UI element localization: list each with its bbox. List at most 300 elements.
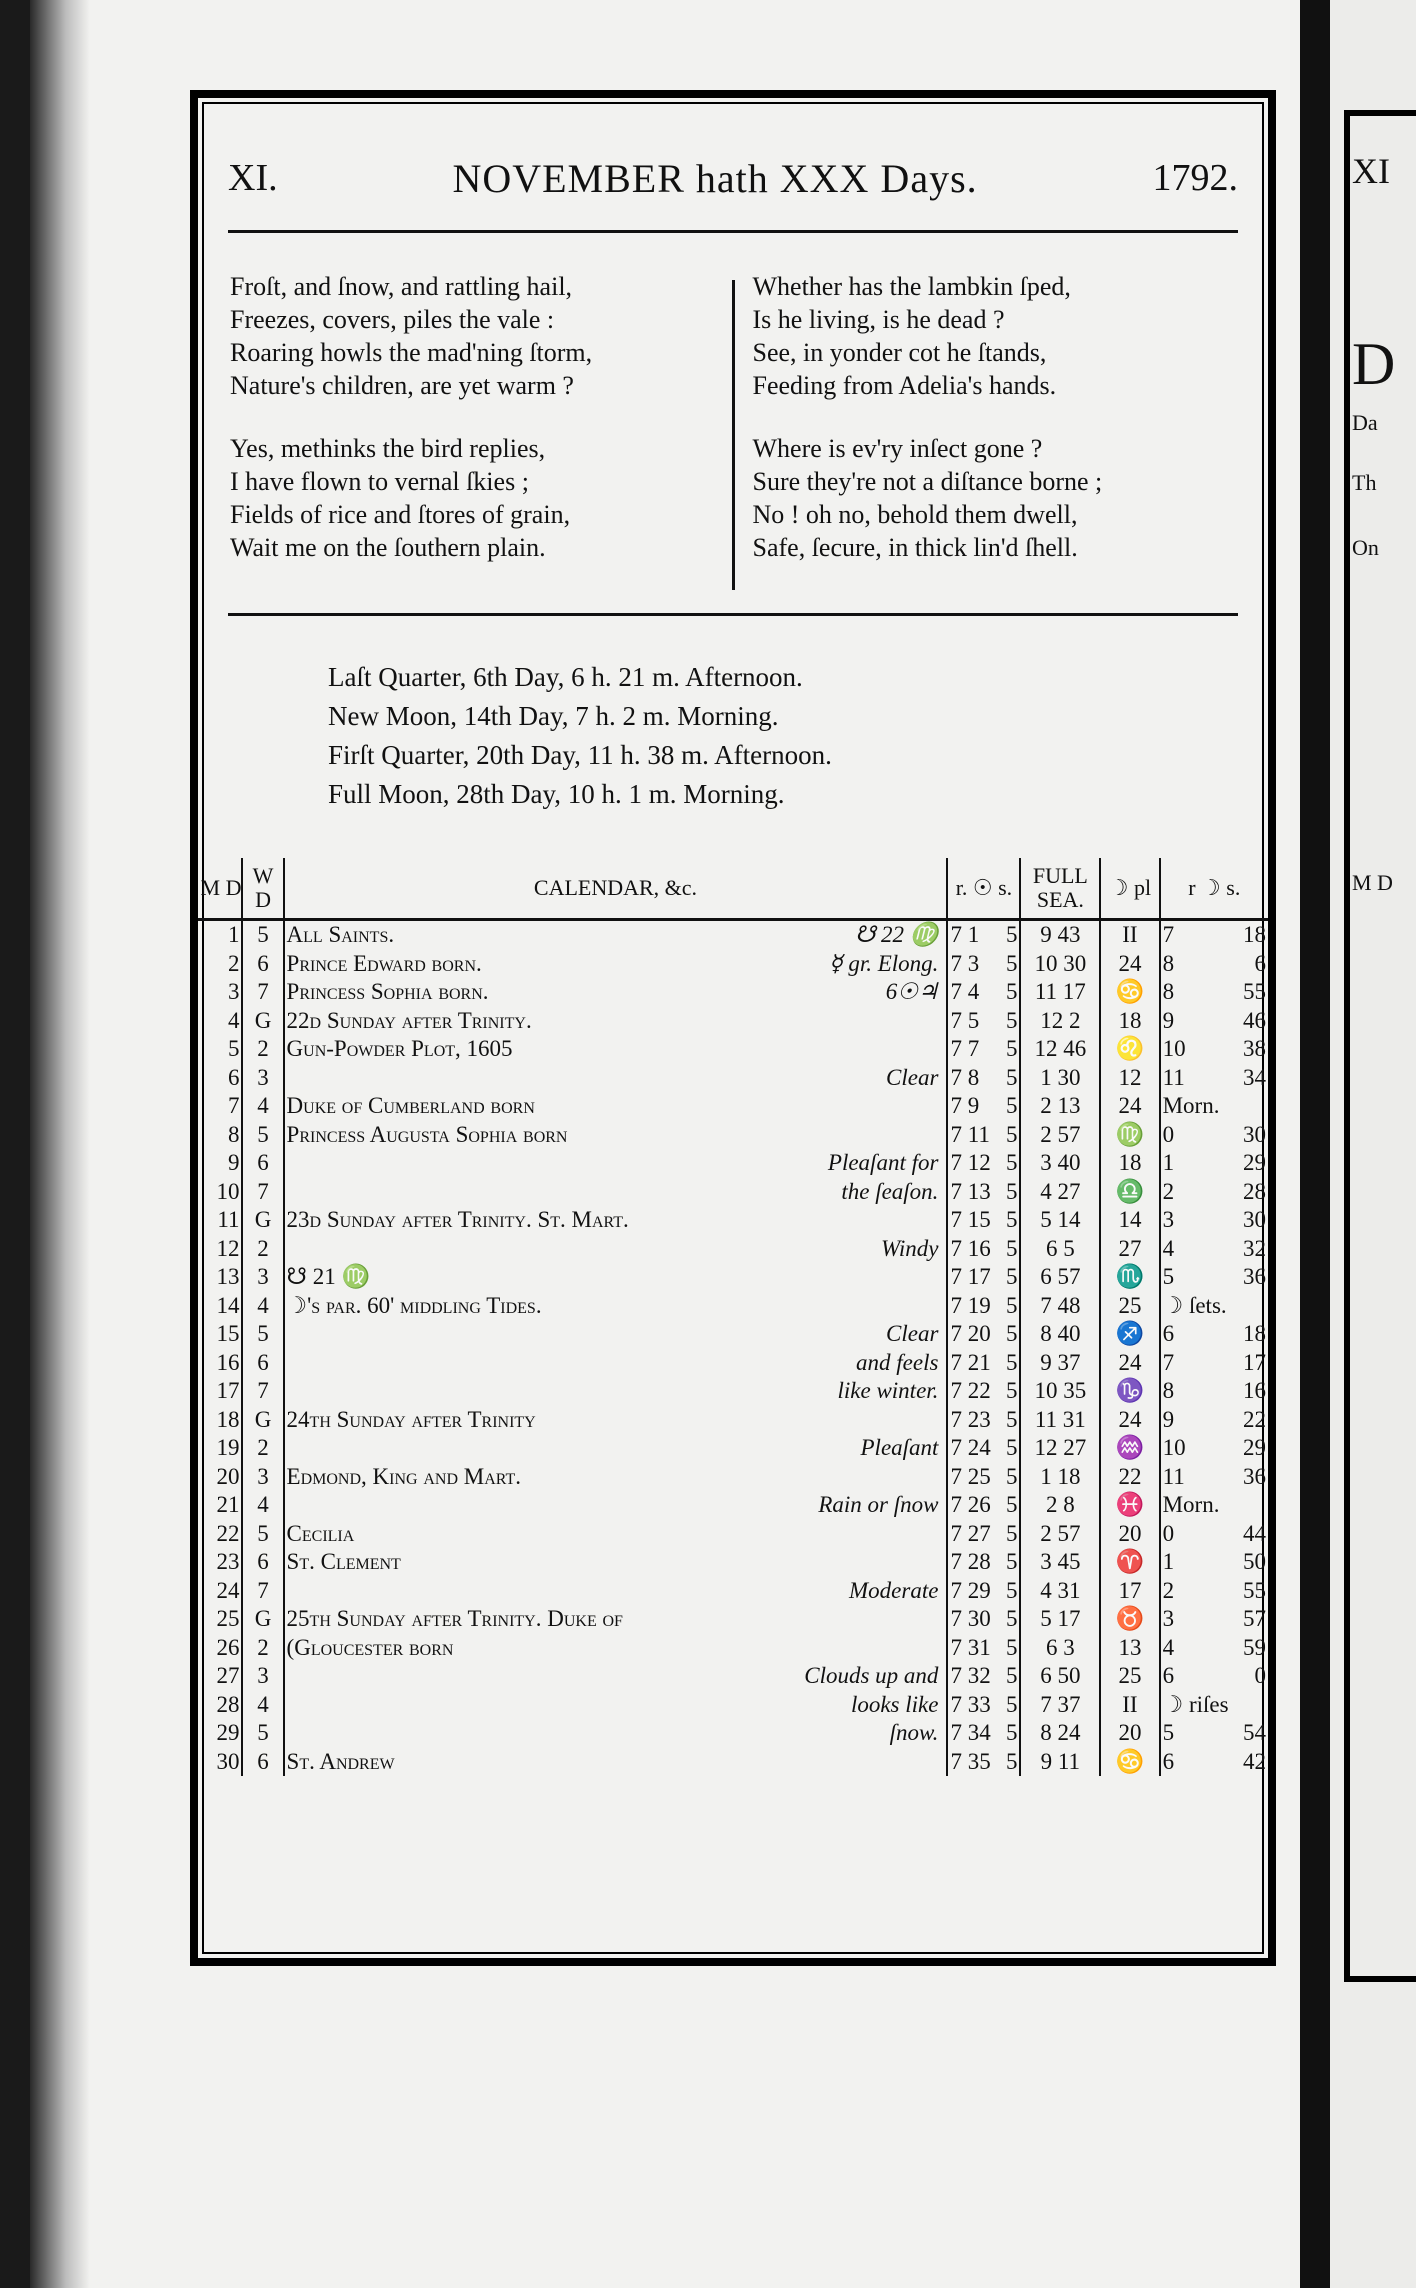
month-day: 26 <box>198 1634 242 1663</box>
week-day: 7 <box>242 1577 283 1606</box>
moon-times <box>1160 1605 1268 1634</box>
sun-set: 5 <box>1005 1748 1018 1774</box>
poem-line: Feeding from Adelia's hands. <box>752 371 1057 400</box>
calendar-row <box>198 1548 1268 1577</box>
book-gutter <box>1300 0 1330 2288</box>
month-day: 4 <box>198 1007 242 1036</box>
moon-times <box>1160 1064 1268 1093</box>
calendar-row <box>198 1349 1268 1378</box>
moon-set: 36 <box>1243 1463 1266 1489</box>
week-day: 6 <box>242 1748 283 1777</box>
moon-times <box>1160 1206 1268 1235</box>
moon-times <box>1160 1178 1268 1207</box>
month-day: 13 <box>198 1263 242 1292</box>
calendar-row <box>198 1320 1268 1349</box>
sun-rise: 7 13 <box>950 1178 991 1204</box>
full-sea: 3 40 <box>1020 1149 1100 1178</box>
week-day: 4 <box>242 1691 283 1720</box>
sun-times <box>947 1662 1020 1691</box>
sun-rise: 7 28 <box>950 1549 991 1575</box>
moon-rise: 9 <box>1162 1406 1175 1432</box>
sun-times <box>947 1548 1020 1577</box>
moon-times <box>1160 1149 1268 1178</box>
calendar-row <box>198 920 1268 950</box>
moon-set: 54 <box>1243 1720 1266 1746</box>
moon-rise: 5 <box>1162 1264 1175 1290</box>
poem-line: Fields of rice and ſtores of grain, <box>230 500 571 529</box>
right-page-fragment: M D <box>1352 870 1393 895</box>
calendar-entry <box>284 1007 948 1036</box>
moon-place: 24 <box>1100 1092 1159 1121</box>
moon-phase-line: New Moon, 14th Day, 7 h. 2 m. Morning. <box>328 701 779 731</box>
moon-rise: 10 <box>1162 1036 1186 1062</box>
moon-place: ♐ <box>1100 1320 1159 1349</box>
calendar-entry <box>284 1349 948 1378</box>
moon-times <box>1160 1377 1268 1406</box>
sun-set: 5 <box>1005 922 1018 948</box>
moon-rise: 2 <box>1162 1577 1175 1603</box>
week-day: 5 <box>242 1520 283 1549</box>
moon-place: ♍ <box>1100 1121 1159 1150</box>
week-day: G <box>242 1406 283 1435</box>
sun-rise: 7 20 <box>950 1321 991 1347</box>
calendar-row <box>198 1463 1268 1492</box>
month-day: 28 <box>198 1691 242 1720</box>
calendar-entry <box>284 920 948 950</box>
event-text: 22d Sunday after Trinity. <box>286 1007 532 1033</box>
right-page-fragment: On <box>1352 535 1379 560</box>
month-day: 7 <box>198 1092 242 1121</box>
month-day: 6 <box>198 1064 242 1093</box>
calendar-row <box>198 1263 1268 1292</box>
full-sea: 8 24 <box>1020 1719 1100 1748</box>
sun-set: 5 <box>1005 1634 1018 1660</box>
moon-rise: 4 <box>1162 1235 1175 1261</box>
right-page-fragment: D <box>1352 331 1396 397</box>
month-day: 20 <box>198 1463 242 1492</box>
moon-set: 30 <box>1243 1121 1266 1147</box>
calendar-row <box>198 1206 1268 1235</box>
poem-line: I have flown to vernal ſkies ; <box>230 467 529 496</box>
moon-set: 32 <box>1243 1235 1266 1261</box>
sun-set: 5 <box>1005 1064 1018 1090</box>
event-text: 24th Sunday after Trinity <box>286 1406 536 1432</box>
week-day: 6 <box>242 1149 283 1178</box>
moon-set: 22 <box>1243 1406 1266 1432</box>
sun-rise: 7 24 <box>950 1435 991 1461</box>
moon-place: ♑ <box>1100 1377 1159 1406</box>
event-text: Prince Edward born. <box>286 950 482 976</box>
poem-line: Yes, methinks the bird replies, <box>230 434 546 463</box>
event-text: 23d Sunday after Trinity. St. Mart. <box>286 1207 629 1233</box>
sun-times <box>947 1149 1020 1178</box>
sun-times <box>947 1320 1020 1349</box>
weather-note: Pleaſant <box>860 1435 939 1461</box>
moon-rise: 7 <box>1162 922 1175 948</box>
month-day: 30 <box>198 1748 242 1777</box>
calendar-entry <box>284 1463 948 1492</box>
full-sea: 9 37 <box>1020 1349 1100 1378</box>
event-text: Duke of Cumberland born <box>286 1093 535 1119</box>
calendar-entry <box>284 1149 948 1178</box>
calendar-entry <box>284 1748 948 1777</box>
sun-set: 5 <box>1005 1178 1018 1204</box>
sun-rise: 7 27 <box>950 1520 991 1546</box>
event-text: (Glouceſter born <box>286 1634 454 1660</box>
moon-rise: 2 <box>1162 1178 1175 1204</box>
sun-set: 5 <box>1005 979 1018 1005</box>
poem-line: Roaring howls the mad'ning ſtorm, <box>230 338 593 367</box>
calendar-header-row <box>198 858 1268 920</box>
sun-set: 5 <box>1005 1378 1018 1404</box>
weather-note <box>938 1520 944 1548</box>
month-day: 11 <box>198 1206 242 1235</box>
calendar-entry <box>284 1035 948 1064</box>
calendar-row <box>198 1691 1268 1720</box>
moon-place: 25 <box>1100 1292 1159 1321</box>
calendar-row <box>198 1662 1268 1691</box>
poem-line: Whether has the lambkin ſped, <box>752 272 1071 301</box>
col-header-full-sea: FULL SEA. <box>1020 858 1100 920</box>
moon-place: ♋ <box>1100 1748 1159 1777</box>
moon-rise: 6 <box>1162 1748 1175 1774</box>
stanza <box>753 432 1237 564</box>
weather-note: 6☉♃ <box>885 979 939 1005</box>
moon-set: 46 <box>1243 1007 1266 1033</box>
month-day: 25 <box>198 1605 242 1634</box>
sun-set: 5 <box>1005 1121 1018 1147</box>
sun-rise: 7 29 <box>950 1577 991 1603</box>
full-sea: 6 3 <box>1020 1634 1100 1663</box>
event-text: Princeſs Sophia born. <box>286 979 489 1005</box>
sun-set: 5 <box>1005 1207 1018 1233</box>
moon-place: ♓ <box>1100 1491 1159 1520</box>
weather-note <box>938 1748 944 1776</box>
moon-set: 18 <box>1243 922 1266 948</box>
moon-place: 25 <box>1100 1662 1159 1691</box>
calendar-row <box>198 1121 1268 1150</box>
stanza <box>753 270 1237 402</box>
calendar-row <box>198 1605 1268 1634</box>
month-day: 29 <box>198 1719 242 1748</box>
calendar <box>198 858 1268 1946</box>
sun-set: 5 <box>1005 1492 1018 1518</box>
full-sea: 7 48 <box>1020 1292 1100 1321</box>
calendar-row <box>198 1406 1268 1435</box>
weather-note <box>938 1605 944 1633</box>
poem-left-column <box>218 270 726 600</box>
week-day: G <box>242 1605 283 1634</box>
weather-note: Clouds up and <box>804 1663 939 1689</box>
weather-note <box>938 1035 944 1063</box>
week-day: 3 <box>242 1463 283 1492</box>
moon-place: ♈ <box>1100 1548 1159 1577</box>
poem-line: Froſt, and ſnow, and rattling hail, <box>230 272 573 301</box>
sun-times <box>947 1064 1020 1093</box>
poem-line: Wait me on the ſouthern plain. <box>230 533 546 562</box>
poem-rule <box>228 613 1238 616</box>
sun-rise: 7 31 <box>950 1634 991 1660</box>
sun-times <box>947 1092 1020 1121</box>
moon-times <box>1160 1007 1268 1036</box>
moon-times <box>1160 1434 1268 1463</box>
calendar-entry <box>284 1662 948 1691</box>
calendar-row <box>198 1377 1268 1406</box>
moon-times <box>1160 1748 1268 1777</box>
poem-line: Where is ev'ry inſect gone ? <box>752 434 1043 463</box>
left-page <box>30 0 1300 2288</box>
moon-times <box>1160 1691 1268 1720</box>
sun-times <box>947 1634 1020 1663</box>
week-day: 4 <box>242 1092 283 1121</box>
col-header-calendar: CALENDAR, &c. <box>284 858 948 920</box>
calendar-row <box>198 1434 1268 1463</box>
full-sea: 2 57 <box>1020 1520 1100 1549</box>
year: 1792. <box>1152 157 1238 199</box>
sun-rise: 7 8 <box>950 1064 980 1090</box>
moon-set: 34 <box>1243 1064 1266 1090</box>
moon-set: 44 <box>1243 1520 1266 1546</box>
calendar-row <box>198 1520 1268 1549</box>
full-sea: 11 17 <box>1020 978 1100 1007</box>
week-day: 5 <box>242 1121 283 1150</box>
moon-place: 22 <box>1100 1463 1159 1492</box>
month-day: 3 <box>198 978 242 1007</box>
month-day: 1 <box>198 920 242 950</box>
month-day: 27 <box>198 1662 242 1691</box>
weather-note: Moderate <box>849 1577 939 1603</box>
weather-note: Windy <box>880 1235 939 1261</box>
poem-right-column <box>741 270 1249 600</box>
stanza <box>230 432 714 564</box>
poem-line: No ! oh no, behold them dwell, <box>752 500 1078 529</box>
moon-place: 17 <box>1100 1577 1159 1606</box>
week-day: 3 <box>242 1263 283 1292</box>
calendar-entry <box>284 1605 948 1634</box>
sun-set: 5 <box>1005 1264 1018 1290</box>
sun-rise: 7 19 <box>950 1292 991 1318</box>
right-page-edge <box>1330 0 1416 2288</box>
moon-phases <box>328 658 1188 814</box>
full-sea: 4 31 <box>1020 1577 1100 1606</box>
calendar-row <box>198 1719 1268 1748</box>
week-day: G <box>242 1206 283 1235</box>
calendar-entry <box>284 1577 948 1606</box>
weather-note: Rain or ſnow <box>818 1492 939 1518</box>
moon-rise: 3 <box>1162 1207 1175 1233</box>
poem-line: Safe, ſecure, in thick lin'd ſhell. <box>752 533 1078 562</box>
month-day: 21 <box>198 1491 242 1520</box>
full-sea: 10 30 <box>1020 950 1100 979</box>
moon-place: 24 <box>1100 950 1159 979</box>
full-sea: 12 27 <box>1020 1434 1100 1463</box>
weather-note: and feels <box>856 1349 939 1375</box>
sun-times <box>947 1206 1020 1235</box>
moon-times <box>1160 1092 1268 1121</box>
moon-times <box>1160 1662 1268 1691</box>
moon-place: ♌ <box>1100 1035 1159 1064</box>
weather-note: ſnow. <box>889 1720 939 1746</box>
full-sea: 2 57 <box>1020 1121 1100 1150</box>
sun-times <box>947 1178 1020 1207</box>
sun-times <box>947 1463 1020 1492</box>
month-day: 10 <box>198 1178 242 1207</box>
sun-times <box>947 1520 1020 1549</box>
week-day: G <box>242 1007 283 1036</box>
moon-rise: 1 <box>1162 1150 1175 1176</box>
calendar-entry <box>284 1719 948 1748</box>
week-day: 2 <box>242 1235 283 1264</box>
weather-note <box>938 1092 944 1120</box>
calendar-entry <box>284 1691 948 1720</box>
sun-set: 5 <box>1005 1406 1018 1432</box>
sun-times <box>947 1691 1020 1720</box>
moon-times <box>1160 1520 1268 1549</box>
week-day: 2 <box>242 1634 283 1663</box>
moon-place: 18 <box>1100 1007 1159 1036</box>
full-sea: 5 17 <box>1020 1605 1100 1634</box>
event-text: ☽'s par. 60' middling Tides. <box>286 1292 542 1318</box>
month-day: 2 <box>198 950 242 979</box>
moon-set: 16 <box>1243 1378 1266 1404</box>
sun-set: 5 <box>1005 1007 1018 1033</box>
full-sea: 9 43 <box>1020 920 1100 950</box>
sun-rise: 7 32 <box>950 1663 991 1689</box>
sun-set: 5 <box>1005 1520 1018 1546</box>
moon-times <box>1160 1035 1268 1064</box>
sun-rise: 7 23 <box>950 1406 991 1432</box>
sun-set: 5 <box>1005 1463 1018 1489</box>
weather-note <box>938 1263 944 1291</box>
moon-times <box>1160 1577 1268 1606</box>
calendar-entry <box>284 950 948 979</box>
month-day: 23 <box>198 1548 242 1577</box>
weather-note <box>938 1206 944 1234</box>
month-day: 22 <box>198 1520 242 1549</box>
sun-times <box>947 1007 1020 1036</box>
moon-times <box>1160 1491 1268 1520</box>
sun-rise: 7 25 <box>950 1463 991 1489</box>
full-sea: 2 13 <box>1020 1092 1100 1121</box>
month-day: 17 <box>198 1377 242 1406</box>
week-day: 7 <box>242 1178 283 1207</box>
calendar-row <box>198 1577 1268 1606</box>
full-sea: 1 30 <box>1020 1064 1100 1093</box>
calendar-row <box>198 1634 1268 1663</box>
calendar-entry <box>284 1491 948 1520</box>
full-sea: 10 35 <box>1020 1377 1100 1406</box>
week-day: 4 <box>242 1491 283 1520</box>
moon-rise: 1 <box>1162 1549 1175 1575</box>
moon-set: 18 <box>1243 1321 1266 1347</box>
sun-times <box>947 1035 1020 1064</box>
moon-rise: 8 <box>1162 1378 1175 1404</box>
calendar-body <box>198 920 1268 1777</box>
moon-rise: 5 <box>1162 1720 1175 1746</box>
moon-place: II <box>1100 1691 1159 1720</box>
calendar-row <box>198 1491 1268 1520</box>
sun-rise: 7 9 <box>950 1093 980 1119</box>
page-title: NOVEMBER hath XXX Days. <box>452 155 978 201</box>
sun-set: 5 <box>1005 1093 1018 1119</box>
moon-times <box>1160 1320 1268 1349</box>
month-number: XI. <box>228 157 278 199</box>
week-day: 3 <box>242 1064 283 1093</box>
sun-times <box>947 950 1020 979</box>
moon-rise: 6 <box>1162 1663 1175 1689</box>
sun-set: 5 <box>1005 950 1018 976</box>
week-day: 6 <box>242 1349 283 1378</box>
month-day: 9 <box>198 1149 242 1178</box>
moon-rise: 10 <box>1162 1435 1186 1461</box>
sun-rise: 7 15 <box>950 1207 991 1233</box>
month-day: 19 <box>198 1434 242 1463</box>
calendar-entry <box>284 1520 948 1549</box>
weather-note: the ſeaſon. <box>841 1178 939 1204</box>
sun-rise: 7 3 <box>950 950 980 976</box>
sun-set: 5 <box>1005 1435 1018 1461</box>
weather-note: Clear <box>886 1064 939 1090</box>
moon-place: 14 <box>1100 1206 1159 1235</box>
header-rule <box>228 230 1238 233</box>
moon-place: 24 <box>1100 1349 1159 1378</box>
calendar-entry <box>284 1406 948 1435</box>
sun-times <box>947 1377 1020 1406</box>
calendar-row <box>198 1292 1268 1321</box>
moon-set: 55 <box>1243 979 1266 1005</box>
full-sea: 12 2 <box>1020 1007 1100 1036</box>
full-sea: 3 45 <box>1020 1548 1100 1577</box>
sun-rise: 7 16 <box>950 1235 991 1261</box>
calendar-entry <box>284 978 948 1007</box>
moon-times <box>1160 1634 1268 1663</box>
col-header-wd: W D <box>242 858 283 920</box>
month-day: 8 <box>198 1121 242 1150</box>
calendar-row <box>198 1235 1268 1264</box>
moon-times <box>1160 1406 1268 1435</box>
moon-rise: ☽ riſes <box>1162 1691 1229 1717</box>
right-page-fragment: Da <box>1352 410 1378 435</box>
sun-times <box>947 978 1020 1007</box>
moon-rise: 6 <box>1162 1321 1175 1347</box>
sun-rise: 7 5 <box>950 1007 980 1033</box>
moon-times <box>1160 1463 1268 1492</box>
moon-set: 38 <box>1243 1036 1266 1062</box>
poem-line: Nature's children, are yet warm ? <box>230 371 574 400</box>
weather-note: ☋ 22 ♍ <box>854 922 939 948</box>
weather-note <box>938 1292 944 1320</box>
moon-set: 6 <box>1254 950 1266 976</box>
moon-set: 59 <box>1243 1634 1266 1660</box>
month-day: 24 <box>198 1577 242 1606</box>
week-day: 5 <box>242 1719 283 1748</box>
weather-note <box>938 1548 944 1576</box>
sun-times <box>947 1121 1020 1150</box>
sun-set: 5 <box>1005 1577 1018 1603</box>
moon-rise: 0 <box>1162 1520 1175 1546</box>
calendar-entry <box>284 1292 948 1321</box>
stanza <box>230 270 714 402</box>
moon-set: 57 <box>1243 1606 1266 1632</box>
full-sea: 6 5 <box>1020 1235 1100 1264</box>
moon-place: ♎ <box>1100 1178 1159 1207</box>
moon-times <box>1160 1349 1268 1378</box>
weather-note <box>938 1406 944 1434</box>
moon-place: 18 <box>1100 1149 1159 1178</box>
moon-set: 29 <box>1243 1435 1266 1461</box>
full-sea: 6 57 <box>1020 1263 1100 1292</box>
full-sea: 6 50 <box>1020 1662 1100 1691</box>
